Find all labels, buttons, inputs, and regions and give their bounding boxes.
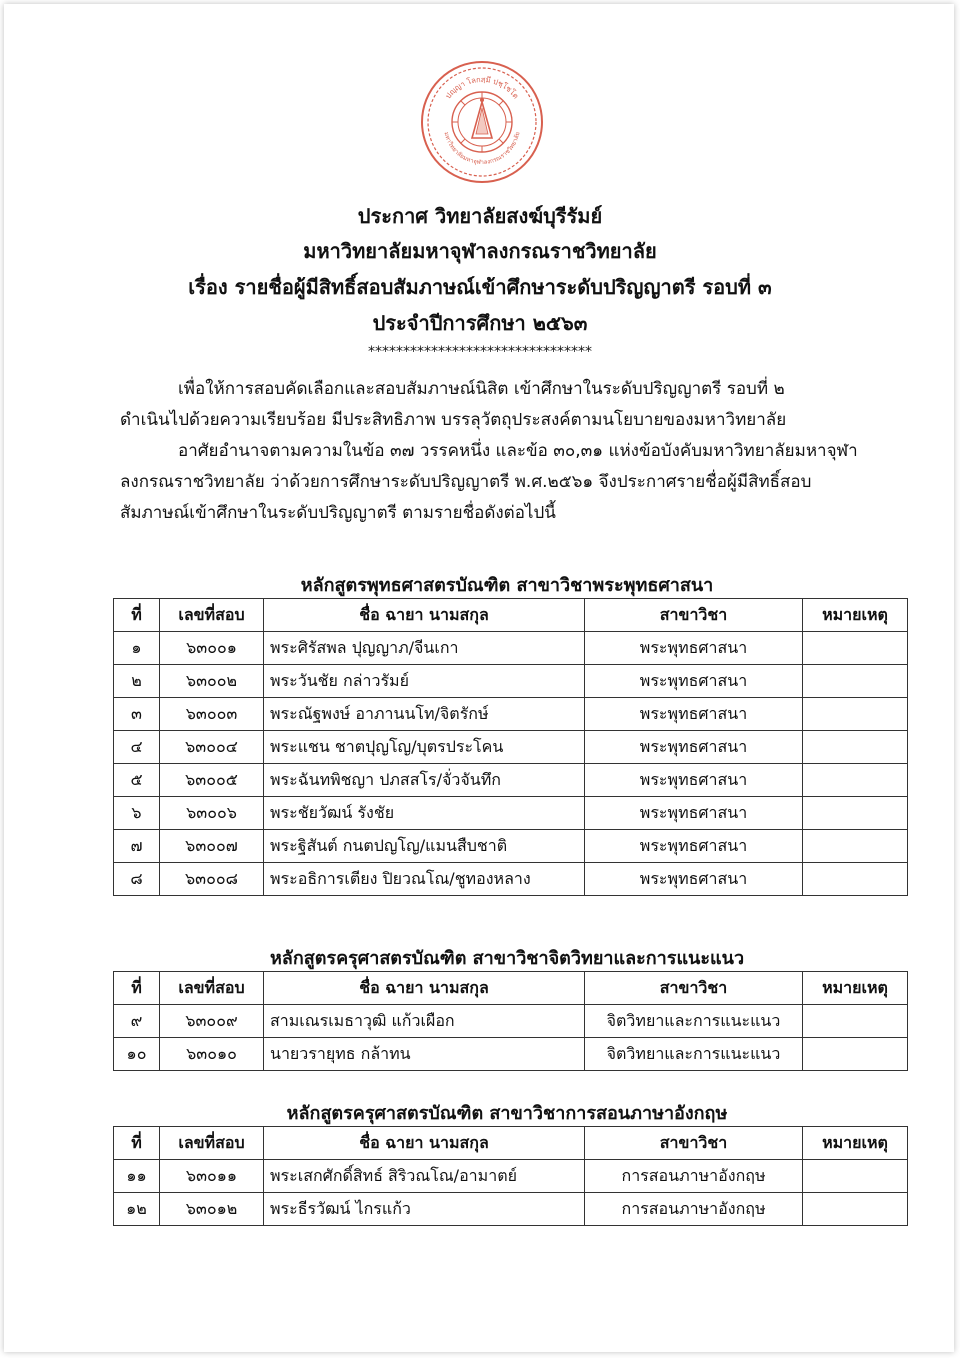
row-name: พระชัยวัฒน์ รังชัย <box>264 797 585 830</box>
row-major: พระพุทธศาสนา <box>585 830 803 863</box>
candidate-table <box>113 598 908 896</box>
table-row <box>114 797 908 830</box>
col-exam-id: เลขที่สอบ <box>160 599 264 632</box>
table-header-row <box>114 599 908 632</box>
row-major: พระพุทธศาสนา <box>585 731 803 764</box>
row-name: พระฐิสันต์ กนตปญโญ/แมนสืบชาติ <box>264 830 585 863</box>
row-note <box>803 1160 908 1193</box>
row-major: พระพุทธศาสนา <box>585 797 803 830</box>
body-line: เพื่อให้การสอบคัดเลือกและสอบสัมภาษณ์นิสิต เข้าศึกษาในระดับปริญญาตรี รอบที่ ๒ <box>178 379 785 399</box>
row-major: พระพุทธศาสนา <box>585 764 803 797</box>
row-major: พระพุทธศาสนา <box>585 698 803 731</box>
table-header-row <box>114 1127 908 1160</box>
table-header-row <box>114 972 908 1005</box>
body-line: ดำเนินไปด้วยความเรียบร้อย มีประสิทธิภาพ บรรลุวัตถุประสงค์ตามนโยบายของมหาวิทยาลัย <box>120 410 787 430</box>
table-row <box>114 863 908 896</box>
col-name: ชื่อ ฉายา นามสกุล <box>264 1127 585 1160</box>
col-no: ที่ <box>114 1127 160 1160</box>
body-line: ลงกรณราชวิทยาลัย ว่าด้วยการศึกษาระดับปริญญาตรี พ.ศ.๒๕๖๑ จึงประกาศรายชื่อผู้มีสิทธิ์สอบ <box>120 472 812 492</box>
table-row <box>114 1038 908 1071</box>
row-note <box>803 698 908 731</box>
separator-line: ******************************** <box>368 344 592 360</box>
table-row <box>114 830 908 863</box>
row-note <box>803 830 908 863</box>
row-no: ๔ <box>114 731 160 764</box>
row-name: พระฉันทพิชญา ปภสสโร/จั่วจันทึก <box>264 764 585 797</box>
row-major: การสอนภาษาอังกฤษ <box>585 1160 803 1193</box>
col-no: ที่ <box>114 599 160 632</box>
row-name: สามเณรเมธาวุฒิ แก้วเผือก <box>264 1005 585 1038</box>
row-exam-id: ๖๓๐๑๒ <box>160 1193 264 1226</box>
row-major: การสอนภาษาอังกฤษ <box>585 1193 803 1226</box>
row-major: จิตวิทยาและการแนะแนว <box>585 1038 803 1071</box>
table-row <box>114 731 908 764</box>
row-note <box>803 797 908 830</box>
row-exam-id: ๖๓๐๐๖ <box>160 797 264 830</box>
row-note <box>803 665 908 698</box>
row-no: ๓ <box>114 698 160 731</box>
row-exam-id: ๖๓๐๐๒ <box>160 665 264 698</box>
row-exam-id: ๖๓๐๐๙ <box>160 1005 264 1038</box>
university-name: มหาวิทยาลัยมหาจุฬาลงกรณราชวิทยาลัย <box>303 239 657 263</box>
row-no: ๑๑ <box>114 1160 160 1193</box>
row-exam-id: ๖๓๐๐๕ <box>160 764 264 797</box>
row-name: นายวรายุทธ กล้าทน <box>264 1038 585 1071</box>
row-note <box>803 1005 908 1038</box>
section-title: หลักสูตรครุศาสตรบัณฑิต สาขาวิชาจิตวิทยาและการแนะแนว <box>269 948 745 969</box>
table-row <box>114 1160 908 1193</box>
candidate-table <box>113 971 908 1071</box>
row-major: พระพุทธศาสนา <box>585 863 803 896</box>
section-title: หลักสูตรพุทธศาสตรบัณฑิต สาขาวิชาพระพุทธศาสนา <box>300 575 714 596</box>
row-no: ๑๐ <box>114 1038 160 1071</box>
row-exam-id: ๖๓๐๑๐ <box>160 1038 264 1071</box>
row-name: พระณัฐพงษ์ อาภานนโท/จิตรักษ์ <box>264 698 585 731</box>
row-name: พระเสกศักดิ์สิทธ์ สิริวณโณ/อามาตย์ <box>264 1160 585 1193</box>
table-row <box>114 1005 908 1038</box>
table-row <box>114 698 908 731</box>
col-exam-id: เลขที่สอบ <box>160 1127 264 1160</box>
row-no: ๕ <box>114 764 160 797</box>
row-exam-id: ๖๓๐๐๑ <box>160 632 264 665</box>
academic-year: ประจำปีการศึกษา ๒๕๖๓ <box>372 311 588 335</box>
col-major: สาขาวิชา <box>585 599 803 632</box>
row-no: ๑ <box>114 632 160 665</box>
table-row <box>114 632 908 665</box>
row-no: ๘ <box>114 863 160 896</box>
announcement-body <box>120 374 910 529</box>
row-name: พระธีรวัฒน์ ไกรแก้ว <box>264 1193 585 1226</box>
row-name: พระอธิการเตียง ปิยวณโณ/ชูทองหลาง <box>264 863 585 896</box>
table-row <box>114 1193 908 1226</box>
row-no: ๙ <box>114 1005 160 1038</box>
row-name: พระศิรัสพล ปุญญาภ/จีนเกา <box>264 632 585 665</box>
row-note <box>803 731 908 764</box>
row-no: ๖ <box>114 797 160 830</box>
col-name: ชื่อ ฉายา นามสกุล <box>264 972 585 1005</box>
seal-motto-text: ปญฺญา โลกสฺมึ ปชฺโชโต <box>443 74 521 101</box>
row-name: พระแชน ชาตปุญโญ/บุตรประโคน <box>264 731 585 764</box>
col-note: หมายเหตุ <box>803 1127 908 1160</box>
col-note: หมายเหตุ <box>803 972 908 1005</box>
body-line: อาศัยอำนาจตามความในข้อ ๓๗ วรรคหนึ่ง และข้อ ๓๐,๓๑ แห่งข้อบังคับมหาวิทยาลัยมหาจุฬา <box>178 441 858 461</box>
col-major: สาขาวิชา <box>585 972 803 1005</box>
row-no: ๑๒ <box>114 1193 160 1226</box>
candidate-table <box>113 1126 908 1226</box>
col-exam-id: เลขที่สอบ <box>160 972 264 1005</box>
row-major: พระพุทธศาสนา <box>585 665 803 698</box>
row-note <box>803 764 908 797</box>
row-exam-id: ๖๓๐๐๗ <box>160 830 264 863</box>
announcement-subject: เรื่อง รายชื่อผู้มีสิทธิ์สอบสัมภาษณ์เข้าศึกษาระดับปริญญาตรี รอบที่ ๓ <box>188 275 772 299</box>
col-major: สาขาวิชา <box>585 1127 803 1160</box>
row-exam-id: ๖๓๐๑๑ <box>160 1160 264 1193</box>
seal-ring-text: มหาวิทยาลัยมหาจุฬาลงกรณราชวิทยาลัย <box>442 131 522 167</box>
col-name: ชื่อ ฉายา นามสกุล <box>264 599 585 632</box>
row-note <box>803 632 908 665</box>
row-exam-id: ๖๓๐๐๘ <box>160 863 264 896</box>
col-no: ที่ <box>114 972 160 1005</box>
announcement-title: ประกาศ วิทยาลัยสงฆ์บุรีรัมย์ <box>357 204 603 228</box>
row-major: พระพุทธศาสนา <box>585 632 803 665</box>
row-no: ๗ <box>114 830 160 863</box>
row-exam-id: ๖๓๐๐๔ <box>160 731 264 764</box>
body-line: สัมภาษณ์เข้าศึกษาในระดับปริญญาตรี ตามรายชื่อดังต่อไปนี้ <box>120 503 556 523</box>
university-seal-icon <box>420 60 544 184</box>
row-note <box>803 863 908 896</box>
row-name: พระวันชัย กล่าวรัมย์ <box>264 665 585 698</box>
col-note: หมายเหตุ <box>803 599 908 632</box>
table-row <box>114 764 908 797</box>
row-no: ๒ <box>114 665 160 698</box>
row-exam-id: ๖๓๐๐๓ <box>160 698 264 731</box>
row-note <box>803 1193 908 1226</box>
row-note <box>803 1038 908 1071</box>
table-row <box>114 665 908 698</box>
section-title: หลักสูตรครุศาสตรบัณฑิต สาขาวิชาการสอนภาษาอังกฤษ <box>286 1103 728 1124</box>
row-major: จิตวิทยาและการแนะแนว <box>585 1005 803 1038</box>
